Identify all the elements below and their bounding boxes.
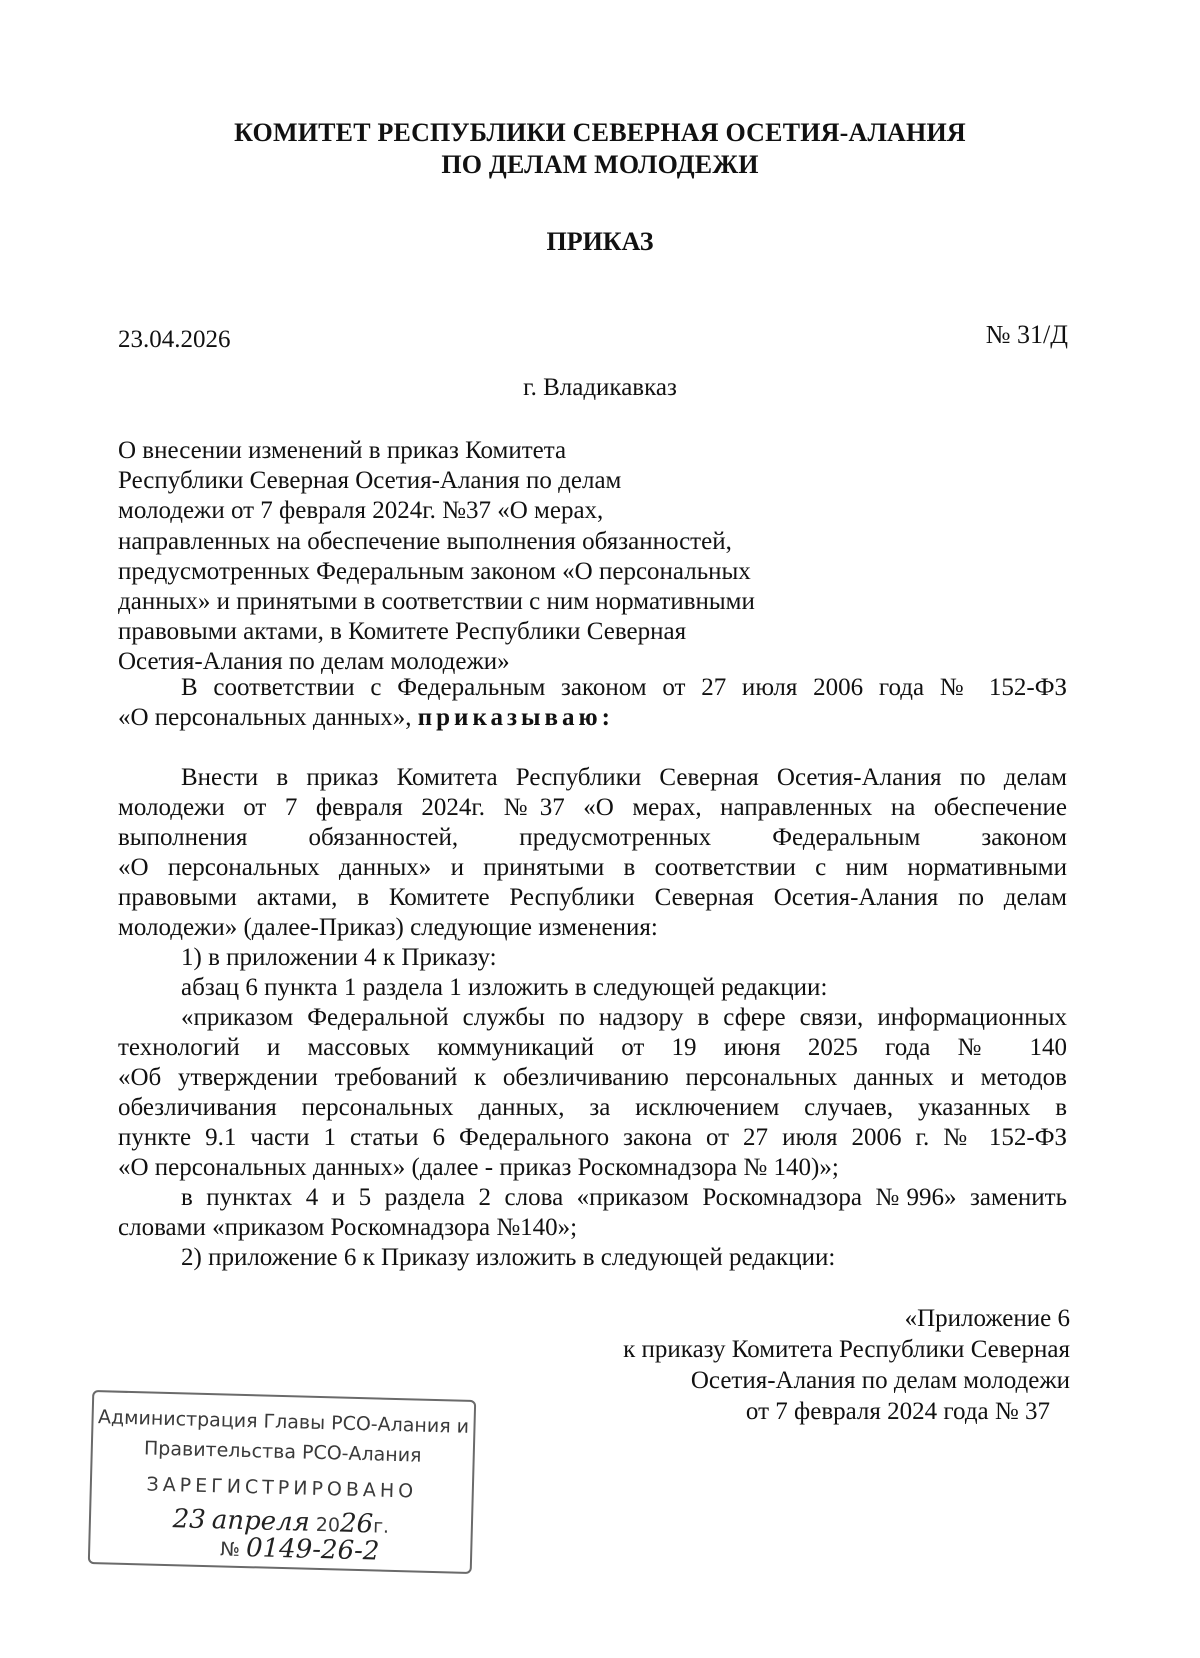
stamp-date-day: 23 <box>172 1504 207 1536</box>
list-item-2: 2) приложение 6 к Приказу изложить в следующей редакции: <box>181 1244 836 1271</box>
subject-line: Осетия-Алания по делам молодежи» <box>118 648 510 676</box>
preamble-command: приказываю: <box>417 704 614 731</box>
body-line: «О персональных данных» и принятыми в соответствии с ним нормативными <box>118 854 1067 881</box>
subject-line: правовыми актами, в Комитете Республики Северная <box>118 618 687 646</box>
appendix-line: к приказу Комитета Республики Северная <box>623 1336 1070 1363</box>
stamp-date-month: апреля <box>211 1505 311 1538</box>
stamp-reg-prefix: № <box>219 1538 241 1561</box>
preamble-text: «О персональных данных», <box>118 704 412 731</box>
quote-line: обезличивания персональных данных, за исключением случаев, указанных в <box>118 1094 1067 1121</box>
list-item-1: 1) в приложении 4 к Приказу: <box>181 944 497 971</box>
quote-line: «Об утверждении требований к обезличиванию персональных данных и методов <box>118 1064 1067 1091</box>
stamp-reg-number <box>220 1532 380 1566</box>
document-number: № 31/Д <box>985 320 1068 349</box>
stamp-registered: ЗАРЕГИСТРИРОВАНО <box>146 1473 418 1503</box>
preamble-line <box>118 704 1067 732</box>
replace-line: словами «приказом Роскомнадзора №140»; <box>118 1214 578 1241</box>
document-subject <box>118 436 818 678</box>
stamp-year-suffix: 26 <box>339 1508 374 1540</box>
stamp-line: Правительства РСО-Алания <box>143 1437 422 1467</box>
stamp-line: Администрация Главы РСО-Алания и <box>97 1406 470 1438</box>
quote-line: пункте 9.1 части 1 статьи 6 Федерального закона от 27 июля 2006 г. № 152-ФЗ <box>118 1124 1067 1151</box>
stamp-year-prefix: 20 <box>315 1513 341 1537</box>
document-city: г. Владикавказ <box>523 374 677 401</box>
replace-line: в пунктах 4 и 5 раздела 2 слова «приказом Роскомнадзора №996» заменить <box>181 1184 1067 1211</box>
org-name-line1: КОМИТЕТ РЕСПУБЛИКИ СЕВЕРНАЯ ОСЕТИЯ-АЛАНИЯ <box>234 118 966 147</box>
subject-line: Республики Северная Осетия-Алания по делам <box>118 467 622 495</box>
body-line: правовыми актами, в Комитете Республики Северная Осетия-Алания по делам <box>118 884 1067 911</box>
body-line: молодежи» (далее-Приказ) следующие изменения: <box>118 914 658 941</box>
appendix-line: «Приложение 6 <box>904 1305 1070 1332</box>
body-line: Внести в приказ Комитета Республики Северная Осетия-Алания по делам <box>181 764 1067 791</box>
subject-line: молодежи от 7 февраля 2024г. №37 «О мерах, <box>118 497 604 525</box>
subject-line: О внесении изменений в приказ Комитета <box>118 437 567 464</box>
quote-line: технологий и массовых коммуникаций от 19 июня 2025 года № 140 <box>118 1034 1067 1061</box>
registration-stamp <box>88 1390 476 1574</box>
subject-line: предусмотренных Федеральным законом «О персональных <box>118 557 751 585</box>
appendix-line: от 7 февраля 2024 года № 37 <box>745 1398 1050 1425</box>
stamp-reg-value: 0149-26-2 <box>245 1533 380 1567</box>
org-name-line2: ПО ДЕЛАМ МОЛОДЕЖИ <box>441 150 759 179</box>
body-line: выполнения обязанностей, предусмотренных Федеральным законом <box>118 824 1067 851</box>
document-date: 23.04.2026 <box>118 326 231 353</box>
stamp-year-mark: г. <box>372 1515 390 1538</box>
subject-line: данных» и принятыми в соответствии с ним нормативными <box>118 588 755 616</box>
quote-line: «О персональных данных» (далее - приказ Роскомнадзора № 140)»; <box>118 1154 839 1181</box>
appendix-line: Осетия-Алания по делам молодежи <box>690 1367 1070 1394</box>
list-item-1-sub: абзац 6 пункта 1 раздела 1 изложить в следующей редакции: <box>181 974 828 1001</box>
document-type-title: ПРИКАЗ <box>546 227 654 256</box>
preamble-line: В соответствии с Федеральным законом от 27 июля 2006 года № 152-ФЗ <box>181 674 1067 701</box>
subject-line: направленных на обеспечение выполнения обязанностей, <box>118 527 732 555</box>
body-line: молодежи от 7 февраля 2024г. №37 «О мерах, направленных на обеспечение <box>118 794 1067 821</box>
quote-line: «приказом Федеральной службы по надзору в сфере связи, информационных <box>181 1004 1067 1031</box>
